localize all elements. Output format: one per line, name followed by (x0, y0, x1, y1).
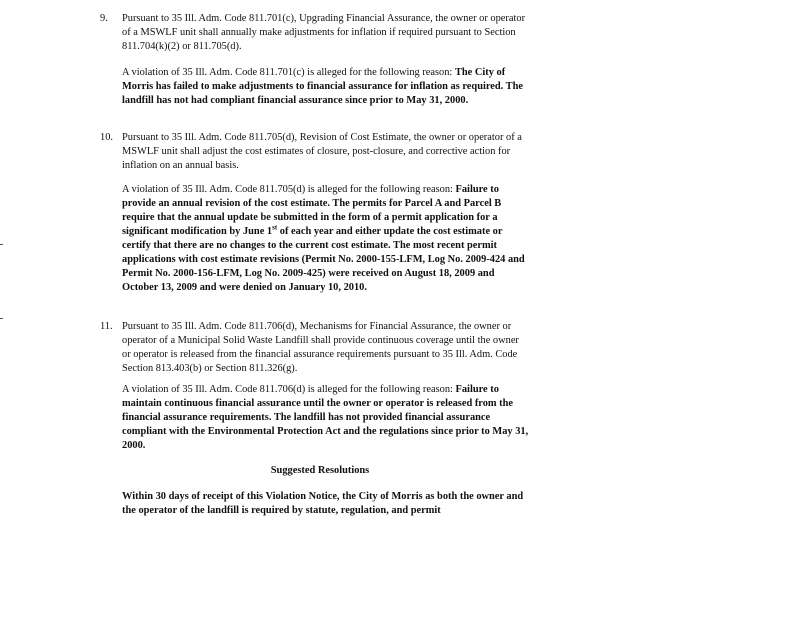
violation-paragraph (122, 66, 532, 108)
violation-paragraph (122, 183, 532, 295)
violation-reason: Failure to maintain continuous financial assurance until the owner or operator is released from the financial assurance requirements. The landfill has not provided financial assurance compliant with the Environmental Protection Act and the regulations since prior to May 31, 2000. (122, 384, 529, 451)
violation-reason-part-1: Failure to provide an annual revision of the cost estimate. The permits for Parcel A and Parcel B require that the annual update be submitted in the form of a permit application for a significant modification by June 1 (122, 184, 502, 237)
violation-lead: A violation of 35 Ill. Adm. Code 811.705(d) is alleged for the following reason: (122, 184, 453, 195)
violation-reason: The City of Morris has failed to make adjustments to financial assurance for inflation as required. The landfill has not had compliant financial assurance since prior to May 31, 2000. (122, 67, 524, 106)
violation-lead: A violation of 35 Ill. Adm. Code 811.701(c) is alleged for the following reason: (122, 67, 453, 78)
item-number: 10. (100, 132, 113, 143)
margin-mark (0, 244, 3, 245)
item-text: Pursuant to 35 Ill. Adm. Code 811.701(c), Upgrading Financial Assurance, the owner or operator of a MSWLF unit shall annually make adjustments for inflation if required pursuant to Section 811.704(k)(2) or 811.705(d). (122, 13, 526, 52)
section-heading: Suggested Resolutions (270, 465, 370, 476)
resolution-paragraph: Within 30 days of receipt of this Violation Notice, the City of Morris as both the owner and the operator of the landfill is required by statute, regulation, and permit (122, 491, 524, 516)
item-text: Pursuant to 35 Ill. Adm. Code 811.706(d), Mechanisms for Financial Assurance, the owner or operator of a Municipal Solid Waste Landfill shall provide continuous coverage until the owner or operator is released from the financial assurance requirements pursuant to 35 Ill. Adm. Code Section 813.403(b) or Section 811.326(g). (122, 321, 519, 374)
item-number: 11. (100, 321, 113, 332)
superscript: st (272, 223, 278, 232)
item-number: 9. (100, 13, 108, 24)
violation-paragraph (122, 383, 532, 453)
margin-mark (0, 318, 3, 319)
item-text: Pursuant to 35 Ill. Adm. Code 811.705(d), Revision of Cost Estimate, the owner or operator of a MSWLF unit shall adjust the cost estimates of closure, post-closure, and corrective action for inflation on an annual basis. (122, 132, 522, 171)
violation-lead: A violation of 35 Ill. Adm. Code 811.706(d) is alleged for the following reason: (122, 384, 453, 395)
violation-reason-part-2: of each year and either update the cost estimate or certify that there are no changes to the current cost estimate. The most recent permit applications with cost estimate revisions (Permit No. 2000-155-LFM, Log No. 2009-424 and Permit No. 2000-156-LFM, Log No. 2009-425) were received on August 18, 2009 and October 13, 2009 and were denied on January 10, 2010. (122, 226, 525, 293)
